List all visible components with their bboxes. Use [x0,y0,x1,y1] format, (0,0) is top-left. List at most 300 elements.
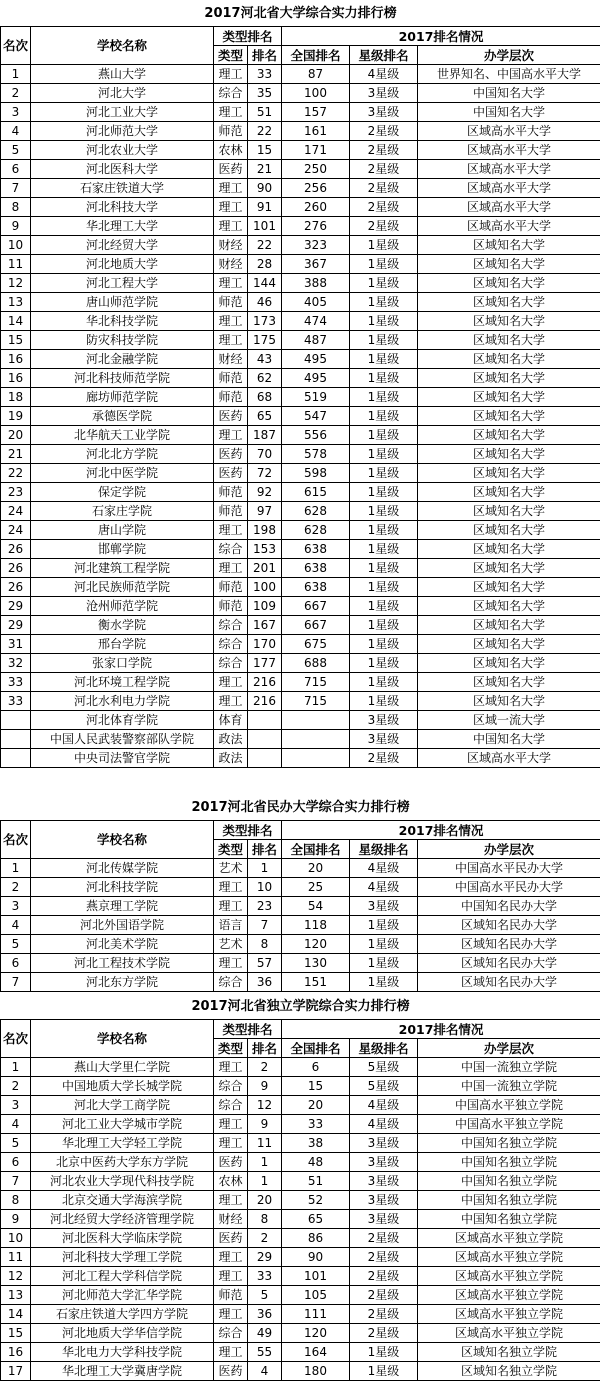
star-rank-cell: 1星级 [350,597,418,616]
star-rank-cell: 1星级 [350,521,418,540]
star-rank-cell: 3星级 [350,897,418,916]
overall-ranking-header: 2017排名情况 [282,1020,600,1039]
rank-cell: 9 [1,1210,31,1229]
school-name-cell: 河北金融学院 [31,350,214,369]
rank-cell: 13 [1,293,31,312]
type-cell: 理工 [214,954,248,973]
star-rank-cell: 2星级 [350,1286,418,1305]
national-rank-cell: 51 [282,1172,350,1191]
school-name-cell: 燕山大学里仁学院 [31,1058,214,1077]
table-row [1,1210,600,1229]
overall-ranking-header: 2017排名情况 [282,821,600,840]
type-rank-cell: 1 [248,859,282,878]
level-cell: 区域知名大学 [418,559,600,578]
level-cell: 区域高水平大学 [418,179,600,198]
type-cell: 政法 [214,730,248,749]
type-rank-cell: 43 [248,350,282,369]
type-cell: 医药 [214,445,248,464]
school-name-cell: 河北美术学院 [31,935,214,954]
school-name-cell: 河北经贸大学经济管理学院 [31,1210,214,1229]
star-rank-cell: 4星级 [350,878,418,897]
level-cell: 区域知名大学 [418,673,600,692]
star-rank-cell: 1星级 [350,236,418,255]
rank-cell: 17 [1,1362,31,1381]
type-rank-cell: 173 [248,312,282,331]
school-name-cell: 华北理工大学冀唐学院 [31,1362,214,1381]
type-header: 类型 [214,840,248,859]
table-row [1,293,600,312]
type-rank-cell: 1 [248,1172,282,1191]
school-name-cell: 河北民族师范学院 [31,578,214,597]
star-rank-cell: 3星级 [350,1172,418,1191]
type-cell: 理工 [214,1058,248,1077]
star-rank-cell: 1星级 [350,445,418,464]
level-cell: 区域高水平独立学院 [418,1286,600,1305]
type-header: 类型 [214,46,248,65]
table-row [1,1362,600,1381]
level-cell: 中国一流独立学院 [418,1058,600,1077]
table-row [1,1077,600,1096]
national-rank-cell: 474 [282,312,350,331]
star-rank-cell: 1星级 [350,559,418,578]
national-rank-cell: 367 [282,255,350,274]
type-cell: 师范 [214,1286,248,1305]
rank-cell: 16 [1,350,31,369]
rank-cell: 8 [1,1191,31,1210]
type-rank-cell: 101 [248,217,282,236]
table-row [1,407,600,426]
star-rank-cell: 1星级 [350,312,418,331]
level-cell: 区域知名大学 [418,369,600,388]
rank-cell: 3 [1,103,31,122]
rank-cell: 3 [1,897,31,916]
school-name-cell: 唐山师范学院 [31,293,214,312]
national-rank-cell: 688 [282,654,350,673]
table-row [1,1096,600,1115]
star-rank-cell: 1星级 [350,369,418,388]
type-rank-header: 排名 [248,1039,282,1058]
type-rank-cell: 8 [248,935,282,954]
school-name-cell: 河北外国语学院 [31,916,214,935]
level-cell: 区域知名大学 [418,293,600,312]
star-rank-cell: 2星级 [350,1305,418,1324]
star-rank-cell: 1星级 [350,426,418,445]
type-cell: 农林 [214,141,248,160]
type-rank-cell: 68 [248,388,282,407]
type-ranking-header: 类型排名 [214,27,282,46]
star-rank-cell: 1星级 [350,255,418,274]
table-row [1,1343,600,1362]
table-row [1,635,600,654]
rank-cell: 11 [1,255,31,274]
type-cell: 财经 [214,350,248,369]
level-cell: 区域高水平大学 [418,198,600,217]
type-rank-cell: 92 [248,483,282,502]
school-name-cell: 廊坊师范学院 [31,388,214,407]
type-rank-cell: 49 [248,1324,282,1343]
star-rank-cell: 1星级 [350,692,418,711]
national-rank-cell: 118 [282,916,350,935]
rank-cell: 24 [1,521,31,540]
school-name-cell: 中国地质大学长城学院 [31,1077,214,1096]
national-rank-cell: 6 [282,1058,350,1077]
national-rank-cell: 556 [282,426,350,445]
level-cell: 中国知名大学 [418,103,600,122]
table-row [1,1286,600,1305]
school-name-cell: 沧州师范学院 [31,597,214,616]
school-name-cell: 华北电力大学科技学院 [31,1343,214,1362]
type-cell: 财经 [214,236,248,255]
national-rank-cell: 667 [282,597,350,616]
type-cell: 理工 [214,559,248,578]
star-rank-cell: 2星级 [350,198,418,217]
national-rank-cell: 157 [282,103,350,122]
type-rank-cell: 100 [248,578,282,597]
star-rank-cell: 2星级 [350,1324,418,1343]
national-rank-cell: 38 [282,1134,350,1153]
school-name-cell: 河北医科大学临床学院 [31,1229,214,1248]
type-rank-cell: 4 [248,1362,282,1381]
national-rank-cell: 628 [282,502,350,521]
header-row [1,1020,600,1039]
header-row [1,27,600,46]
star-rank-cell: 2星级 [350,217,418,236]
national-rank-cell: 638 [282,540,350,559]
school-name-cell: 北华航天工业学院 [31,426,214,445]
national-rank-cell: 171 [282,141,350,160]
rank-cell: 5 [1,141,31,160]
type-rank-cell: 23 [248,897,282,916]
rank-cell: 4 [1,916,31,935]
school-name-cell: 邯郸学院 [31,540,214,559]
national-rank-cell: 25 [282,878,350,897]
rank-cell: 19 [1,407,31,426]
level-cell: 区域知名大学 [418,426,600,445]
level-cell: 中国知名大学 [418,84,600,103]
type-cell: 艺术 [214,935,248,954]
star-rank-cell: 1星级 [350,540,418,559]
type-rank-cell: 144 [248,274,282,293]
rank-cell: 7 [1,179,31,198]
level-cell: 区域知名大学 [418,407,600,426]
national-rank-cell: 260 [282,198,350,217]
type-rank-cell: 7 [248,916,282,935]
star-rank-cell: 2星级 [350,1248,418,1267]
overall-ranking-header: 2017排名情况 [282,27,600,46]
table-row [1,597,600,616]
type-rank-cell: 109 [248,597,282,616]
school-name-cell: 河北医科大学 [31,160,214,179]
table-row [1,236,600,255]
type-cell: 综合 [214,654,248,673]
level-cell: 区域高水平独立学院 [418,1324,600,1343]
table-row [1,1324,600,1343]
type-rank-cell: 11 [248,1134,282,1153]
level-cell: 区域知名大学 [418,578,600,597]
independent-college-ranking-section [0,995,600,1381]
header-row [1,821,600,840]
rank-cell: 11 [1,1248,31,1267]
level-cell: 中国知名独立学院 [418,1191,600,1210]
national-rank-cell [282,730,350,749]
type-rank-cell: 29 [248,1248,282,1267]
type-rank-cell: 2 [248,1229,282,1248]
star-rank-cell: 1星级 [350,578,418,597]
school-name-cell: 华北科技学院 [31,312,214,331]
level-cell: 中国高水平民办大学 [418,878,600,897]
school-name-cell: 燕山大学 [31,65,214,84]
type-cell: 理工 [214,312,248,331]
school-name-header: 学校名称 [31,1020,214,1058]
type-rank-cell: 55 [248,1343,282,1362]
type-cell: 医药 [214,407,248,426]
table-title-row [1,2,600,27]
school-name-cell: 河北师范大学 [31,122,214,141]
type-cell: 理工 [214,897,248,916]
national-rank-cell: 715 [282,692,350,711]
rank-cell: 12 [1,1267,31,1286]
rank-cell: 10 [1,236,31,255]
type-cell: 理工 [214,198,248,217]
rank-cell: 33 [1,673,31,692]
national-rank-cell: 487 [282,331,350,350]
star-rank-cell: 1星级 [350,464,418,483]
rank-cell: 1 [1,65,31,84]
type-rank-cell [248,749,282,768]
table-row [1,559,600,578]
rank-cell: 3 [1,1096,31,1115]
national-rank-cell: 715 [282,673,350,692]
ranking-table [0,796,600,992]
national-rank-cell: 598 [282,464,350,483]
school-name-cell: 唐山学院 [31,521,214,540]
rank-cell: 29 [1,597,31,616]
rank-cell: 12 [1,274,31,293]
rank-cell: 6 [1,160,31,179]
table-row [1,1229,600,1248]
school-name-cell: 河北工业大学城市学院 [31,1115,214,1134]
level-cell: 区域知名大学 [418,331,600,350]
table-row [1,160,600,179]
national-rank-cell [282,711,350,730]
table-row [1,878,600,897]
type-rank-cell: 90 [248,179,282,198]
type-cell: 师范 [214,502,248,521]
level-cell: 区域知名大学 [418,616,600,635]
star-rank-cell: 3星级 [350,1210,418,1229]
star-rank-cell: 3星级 [350,711,418,730]
level-cell: 区域知名民办大学 [418,954,600,973]
rank-cell: 2 [1,84,31,103]
rank-cell: 6 [1,954,31,973]
school-name-cell: 防灾科技学院 [31,331,214,350]
table-row [1,464,600,483]
level-cell: 区域知名大学 [418,312,600,331]
rank-cell: 2 [1,1077,31,1096]
national-rank-header: 全国排名 [282,840,350,859]
national-rank-cell: 120 [282,935,350,954]
school-name-cell: 北京交通大学海滨学院 [31,1191,214,1210]
table-title-row [1,796,600,821]
level-cell: 区域知名民办大学 [418,935,600,954]
type-cell: 理工 [214,673,248,692]
rank-cell [1,749,31,768]
school-name-cell: 石家庄学院 [31,502,214,521]
rank-cell: 33 [1,692,31,711]
table-row [1,426,600,445]
table-row [1,540,600,559]
school-name-cell: 河北地质大学华信学院 [31,1324,214,1343]
table-row [1,388,600,407]
school-name-cell: 河北科技师范学院 [31,369,214,388]
rank-cell: 32 [1,654,31,673]
level-cell: 区域高水平独立学院 [418,1305,600,1324]
type-cell: 语言 [214,916,248,935]
type-cell: 综合 [214,1096,248,1115]
type-rank-cell: 15 [248,141,282,160]
level-cell: 区域知名大学 [418,521,600,540]
star-rank-cell: 1星级 [350,293,418,312]
table-row [1,973,600,992]
type-rank-cell: 70 [248,445,282,464]
level-cell: 区域高水平独立学院 [418,1248,600,1267]
type-rank-header: 排名 [248,46,282,65]
star-rank-cell: 2星级 [350,141,418,160]
type-cell: 理工 [214,103,248,122]
rank-cell: 6 [1,1153,31,1172]
level-cell: 区域知名大学 [418,255,600,274]
type-rank-cell: 9 [248,1115,282,1134]
level-cell: 区域知名独立学院 [418,1362,600,1381]
rank-cell: 9 [1,217,31,236]
table-row [1,312,600,331]
type-cell: 医药 [214,1153,248,1172]
level-cell: 中国知名独立学院 [418,1210,600,1229]
table-row [1,255,600,274]
type-cell: 理工 [214,179,248,198]
school-name-cell: 河北建筑工程学院 [31,559,214,578]
national-rank-cell: 250 [282,160,350,179]
table-row [1,692,600,711]
national-rank-cell: 33 [282,1115,350,1134]
national-rank-cell: 65 [282,1210,350,1229]
table-row [1,954,600,973]
star-rank-cell: 1星级 [350,1343,418,1362]
star-rank-cell: 3星级 [350,84,418,103]
level-header: 办学层次 [418,46,600,65]
level-cell: 中国知名独立学院 [418,1172,600,1191]
level-cell: 区域高水平大学 [418,749,600,768]
type-rank-cell: 28 [248,255,282,274]
type-rank-cell: 91 [248,198,282,217]
rank-cell: 24 [1,502,31,521]
star-rank-cell: 1星级 [350,673,418,692]
table-row [1,749,600,768]
type-rank-cell: 153 [248,540,282,559]
star-rank-cell: 3星级 [350,103,418,122]
school-name-cell: 北京中医药大学东方学院 [31,1153,214,1172]
type-rank-header: 排名 [248,840,282,859]
national-rank-cell: 100 [282,84,350,103]
star-rank-cell: 1星级 [350,331,418,350]
star-rank-header: 星级排名 [350,1039,418,1058]
type-cell: 理工 [214,1248,248,1267]
national-rank-cell: 86 [282,1229,350,1248]
type-cell: 农林 [214,1172,248,1191]
school-name-cell: 中国人民武装警察部队学院 [31,730,214,749]
rank-cell: 23 [1,483,31,502]
rank-cell: 31 [1,635,31,654]
type-rank-cell: 36 [248,973,282,992]
table-row [1,897,600,916]
level-cell: 区域知名大学 [418,692,600,711]
type-cell: 理工 [214,1115,248,1134]
level-cell: 区域知名大学 [418,274,600,293]
rank-cell: 18 [1,388,31,407]
national-rank-cell: 547 [282,407,350,426]
type-cell: 师范 [214,388,248,407]
school-name-cell: 保定学院 [31,483,214,502]
type-cell: 医药 [214,1229,248,1248]
rank-header: 名次 [1,821,31,859]
type-cell: 理工 [214,217,248,236]
national-rank-cell: 52 [282,1191,350,1210]
rank-cell: 29 [1,616,31,635]
star-rank-cell: 1星级 [350,502,418,521]
table-row [1,1058,600,1077]
type-cell: 师范 [214,369,248,388]
level-cell: 区域高水平大学 [418,122,600,141]
national-rank-cell: 15 [282,1077,350,1096]
star-rank-cell: 4星级 [350,1096,418,1115]
type-rank-cell: 72 [248,464,282,483]
rank-cell: 13 [1,1286,31,1305]
school-name-cell: 河北科技大学 [31,198,214,217]
type-cell: 理工 [214,692,248,711]
star-rank-cell: 1星级 [350,654,418,673]
school-name-cell: 河北师范大学汇华学院 [31,1286,214,1305]
level-cell: 区域知名民办大学 [418,916,600,935]
rank-cell: 2 [1,878,31,897]
rank-cell: 4 [1,122,31,141]
table-row [1,483,600,502]
star-rank-cell: 2星级 [350,179,418,198]
type-rank-cell: 36 [248,1305,282,1324]
rank-cell: 14 [1,1305,31,1324]
table-row [1,730,600,749]
star-rank-cell: 2星级 [350,1267,418,1286]
type-cell: 理工 [214,274,248,293]
type-rank-cell [248,730,282,749]
rank-cell: 15 [1,1324,31,1343]
school-name-cell: 石家庄铁道大学四方学院 [31,1305,214,1324]
type-cell: 理工 [214,331,248,350]
star-rank-cell: 5星级 [350,1058,418,1077]
star-rank-cell: 3星级 [350,1134,418,1153]
rank-cell: 8 [1,198,31,217]
national-rank-cell: 388 [282,274,350,293]
table-row [1,916,600,935]
national-rank-cell: 48 [282,1153,350,1172]
school-name-cell: 河北水利电力学院 [31,692,214,711]
type-header: 类型 [214,1039,248,1058]
type-rank-cell: 5 [248,1286,282,1305]
table-row [1,122,600,141]
type-rank-cell: 198 [248,521,282,540]
type-cell: 理工 [214,1134,248,1153]
star-rank-cell: 3星级 [350,1191,418,1210]
rank-cell: 21 [1,445,31,464]
